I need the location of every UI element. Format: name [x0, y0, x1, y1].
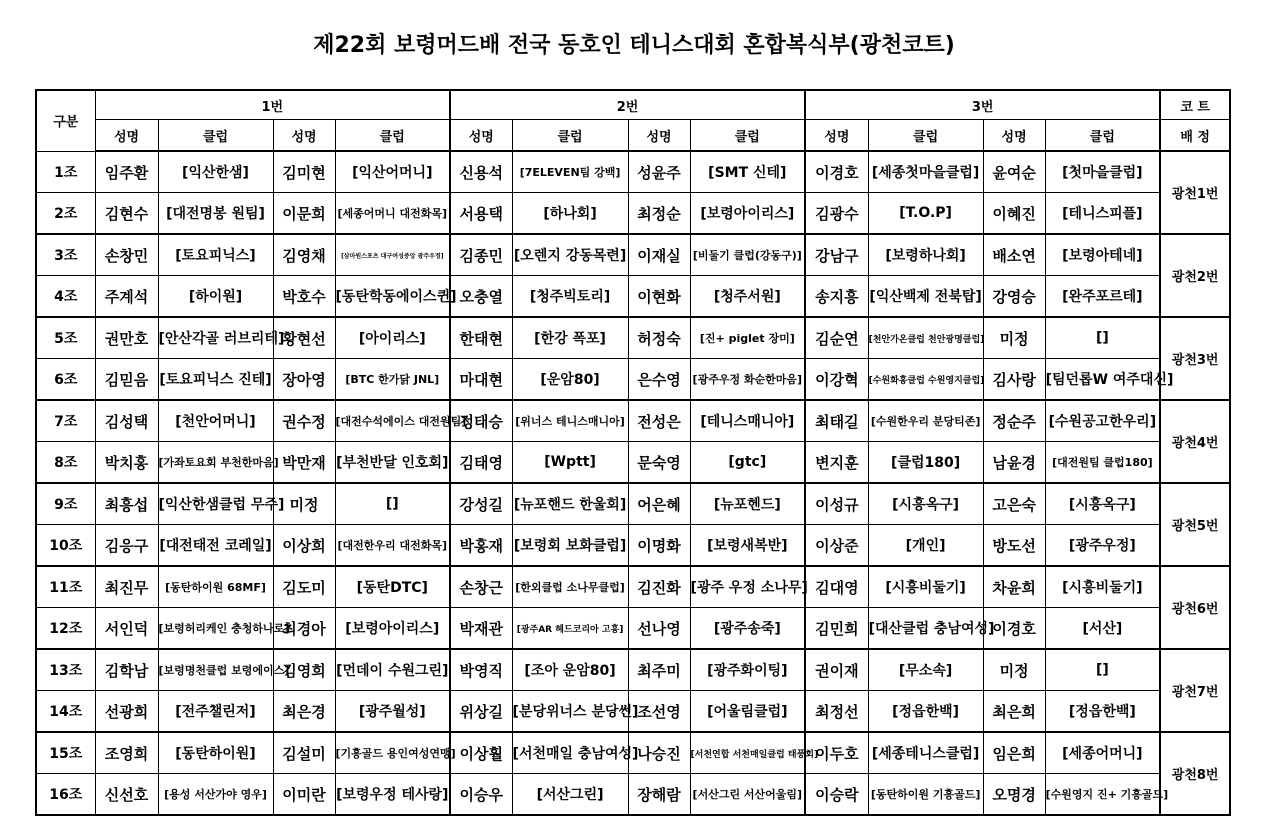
gubun-header: 구분 [36, 90, 95, 151]
team-row [36, 691, 1230, 733]
player-name: 남윤경 [983, 442, 1045, 484]
player-club: [동탄학동에이스퀸] [335, 276, 450, 318]
group-label: 8조 [36, 442, 95, 484]
player-name: 박만재 [273, 442, 335, 484]
player-club: [대전한우리 대전화목] [335, 525, 450, 567]
team-row [36, 608, 1230, 650]
player-name: 임은희 [983, 732, 1045, 774]
player-name: 마대현 [450, 359, 512, 401]
player-name: 이문희 [273, 193, 335, 235]
player-club: [대전태전 코레일] [158, 525, 273, 567]
player-name: 이경호 [983, 608, 1045, 650]
player-club: [비둘기 클럽(강동구)] [690, 234, 805, 276]
player-club: [개인] [868, 525, 983, 567]
name-header: 성명 [95, 120, 158, 152]
group-label: 7조 [36, 400, 95, 442]
player-name: 선광희 [95, 691, 158, 733]
player-club: [보령명천클럽 보령에이스] [158, 649, 273, 691]
player-name: 강영승 [983, 276, 1045, 318]
player-club: [광주AR 헤드코리아 고흥] [512, 608, 628, 650]
player-name: 최주미 [628, 649, 690, 691]
team-row [36, 193, 1230, 235]
player-club: [진+ piglet 장미] [690, 317, 805, 359]
player-club: [광주화이팅] [690, 649, 805, 691]
player-name: 김믿음 [95, 359, 158, 401]
player-club: [세종첫마을클럽] [868, 151, 983, 193]
group-label: 5조 [36, 317, 95, 359]
player-name: 최정선 [805, 691, 868, 733]
player-name: 최정순 [628, 193, 690, 235]
player-club: [대전원팀 클럽180] [1045, 442, 1160, 484]
player-club: [운암80] [512, 359, 628, 401]
group-label: 4조 [36, 276, 95, 318]
player-name: 미정 [273, 483, 335, 525]
player-name: 미정 [983, 649, 1045, 691]
player-club: [서산그린] [512, 774, 628, 816]
player-name: 미정 [983, 317, 1045, 359]
group-label: 16조 [36, 774, 95, 816]
page-title: 제22회 보령머드배 전국 동호인 테니스대회 혼합복식부(광천코트) [313, 33, 955, 58]
player-club: [세종어머니 대전화목] [335, 193, 450, 235]
player-club: [삼마원스포츠 대구여성중앙 광주우정] [335, 234, 450, 276]
header-row-groups [36, 90, 1230, 120]
player-club: [대산클럽 충남여성] [868, 608, 983, 650]
player-name: 송지흥 [805, 276, 868, 318]
player-club: [분당위너스 분당썬] [512, 691, 628, 733]
player-club: [수원공고한우리] [1045, 400, 1160, 442]
player-club: [광주우정] [1045, 525, 1160, 567]
player-name: 김사랑 [983, 359, 1045, 401]
group-label: 6조 [36, 359, 95, 401]
player-name: 이현화 [628, 276, 690, 318]
court-assignment: 광천1번 [1160, 151, 1230, 234]
club-header: 클럽 [158, 120, 273, 152]
club-header: 클럽 [512, 120, 628, 152]
player-club: [gtc] [690, 442, 805, 484]
player-name: 김설미 [273, 732, 335, 774]
player-name: 윤여순 [983, 151, 1045, 193]
player-name: 최경아 [273, 608, 335, 650]
player-name: 김도미 [273, 566, 335, 608]
player-name: 정순주 [983, 400, 1045, 442]
player-club: [시흥옥구] [868, 483, 983, 525]
court-assignment: 광천3번 [1160, 317, 1230, 400]
player-club: [오렌지 강동목련] [512, 234, 628, 276]
team-row [36, 525, 1230, 567]
player-club: [대전수석에이스 대전원팀] [335, 400, 450, 442]
player-club: [시흥비둘기] [868, 566, 983, 608]
player-name: 이미란 [273, 774, 335, 816]
player-name: 김종민 [450, 234, 512, 276]
player-club: [수원화홍클럽 수원영지클럽] [868, 359, 983, 401]
player-name: 김대영 [805, 566, 868, 608]
player-name: 김순연 [805, 317, 868, 359]
player-club: [익산한샘] [158, 151, 273, 193]
player-club: [보령아이리스] [335, 608, 450, 650]
team-row [36, 276, 1230, 318]
bracket-table [35, 89, 1231, 816]
player-club: [아이리스] [335, 317, 450, 359]
team-row [36, 400, 1230, 442]
player-name: 권수정 [273, 400, 335, 442]
player-name: 이명화 [628, 525, 690, 567]
player-name: 최은경 [273, 691, 335, 733]
player-club: [] [1045, 649, 1160, 691]
team-row [36, 483, 1230, 525]
player-club: [광주월성] [335, 691, 450, 733]
player-club: [조아 운암80] [512, 649, 628, 691]
player-club: [시흥비둘기] [1045, 566, 1160, 608]
player-club: [토요피닉스] [158, 234, 273, 276]
player-club: [] [1045, 317, 1160, 359]
player-name: 최진무 [95, 566, 158, 608]
player-club: [토요피닉스 진테] [158, 359, 273, 401]
court-assignment: 광천8번 [1160, 732, 1230, 815]
player-club: [하나회] [512, 193, 628, 235]
name-header: 성명 [273, 120, 335, 152]
player-name: 박치홍 [95, 442, 158, 484]
player-club: [클럽180] [868, 442, 983, 484]
player-club: [첫마을클럽] [1045, 151, 1160, 193]
player-club: [동탄하이원] [158, 732, 273, 774]
player-club: [무소속] [868, 649, 983, 691]
player-name: 신용석 [450, 151, 512, 193]
team-row [36, 566, 1230, 608]
player-name: 허정숙 [628, 317, 690, 359]
player-name: 강성길 [450, 483, 512, 525]
club-header: 클럽 [690, 120, 805, 152]
player-name: 차윤희 [983, 566, 1045, 608]
player-club: [팀던롭W 여주대신] [1045, 359, 1160, 401]
club-header: 클럽 [1045, 120, 1160, 152]
player-club: [한강 폭포] [512, 317, 628, 359]
player-name: 이승락 [805, 774, 868, 816]
player-name: 박홍재 [450, 525, 512, 567]
player-name: 어은혜 [628, 483, 690, 525]
header-row-labels [36, 120, 1230, 152]
player-name: 성윤주 [628, 151, 690, 193]
player-name: 선나영 [628, 608, 690, 650]
player-club: [시흥옥구] [1045, 483, 1160, 525]
team-row [36, 732, 1230, 774]
team-row [36, 649, 1230, 691]
player-name: 손창민 [95, 234, 158, 276]
player-club: [기흥골드 용인여성연맹] [335, 732, 450, 774]
player-club: [광주우정 화순한마음] [690, 359, 805, 401]
court-assignment: 광천4번 [1160, 400, 1230, 483]
player-name: 서인덕 [95, 608, 158, 650]
player-club: [7ELEVEN팀 강백] [512, 151, 628, 193]
club-header: 클럽 [335, 120, 450, 152]
player-club: [정읍한백] [1045, 691, 1160, 733]
player-club: [천안어머니] [158, 400, 273, 442]
player-club: [전주챌린저] [158, 691, 273, 733]
player-name: 김영채 [273, 234, 335, 276]
player-club: [용성 서산가야 영우] [158, 774, 273, 816]
player-name: 최흥섭 [95, 483, 158, 525]
player-club: [] [335, 483, 450, 525]
player-club: [세종테니스클럽] [868, 732, 983, 774]
name-header: 성명 [983, 120, 1045, 152]
court-assignment: 광천2번 [1160, 234, 1230, 317]
player-club: [하이원] [158, 276, 273, 318]
group-header-1: 1번 [95, 90, 450, 120]
player-name: 장아영 [273, 359, 335, 401]
player-name: 김민희 [805, 608, 868, 650]
team-row [36, 774, 1230, 816]
player-club: [대전명봉 원팀] [158, 193, 273, 235]
player-club: [SMT 신테] [690, 151, 805, 193]
team-row [36, 317, 1230, 359]
player-club: [동탄DTC] [335, 566, 450, 608]
player-name: 김현수 [95, 193, 158, 235]
group-label: 3조 [36, 234, 95, 276]
player-name: 김영희 [273, 649, 335, 691]
player-name: 오충열 [450, 276, 512, 318]
player-club: [보령새복반] [690, 525, 805, 567]
player-club: [보령회 보화클럽] [512, 525, 628, 567]
team-row [36, 234, 1230, 276]
player-name: 오명경 [983, 774, 1045, 816]
player-name: 강남구 [805, 234, 868, 276]
group-label: 12조 [36, 608, 95, 650]
group-label: 2조 [36, 193, 95, 235]
group-header-2: 2번 [450, 90, 805, 120]
player-name: 변지훈 [805, 442, 868, 484]
player-club: [먼데이 수원그린] [335, 649, 450, 691]
player-name: 한태현 [450, 317, 512, 359]
player-name: 이승우 [450, 774, 512, 816]
player-club: [수원영지 진+ 기흥골드] [1045, 774, 1160, 816]
player-club: [T.O.P] [868, 193, 983, 235]
name-header: 성명 [628, 120, 690, 152]
player-name: 고은숙 [983, 483, 1045, 525]
player-name: 이재실 [628, 234, 690, 276]
player-name: 장해람 [628, 774, 690, 816]
player-name: 정태승 [450, 400, 512, 442]
player-club: [테니스매니아] [690, 400, 805, 442]
player-club: [테니스피플] [1045, 193, 1160, 235]
player-club: [광주송죽] [690, 608, 805, 650]
group-label: 9조 [36, 483, 95, 525]
player-name: 이두호 [805, 732, 868, 774]
player-name: 김성택 [95, 400, 158, 442]
player-name: 김학남 [95, 649, 158, 691]
team-row [36, 442, 1230, 484]
player-name: 나승진 [628, 732, 690, 774]
player-name: 황현선 [273, 317, 335, 359]
team-row [36, 359, 1230, 401]
player-club: [청주빅토리] [512, 276, 628, 318]
player-name: 박호수 [273, 276, 335, 318]
player-name: 김응구 [95, 525, 158, 567]
player-club: [서천연합 서천매일클럽 태풍회] [690, 732, 805, 774]
player-name: 문숙영 [628, 442, 690, 484]
name-header: 성명 [805, 120, 868, 152]
group-label: 15조 [36, 732, 95, 774]
player-club: [서산그린 서산어울림] [690, 774, 805, 816]
player-club: [수원한우리 분당티존] [868, 400, 983, 442]
player-name: 김광수 [805, 193, 868, 235]
player-club: [익산백제 전북탑] [868, 276, 983, 318]
player-name: 이상준 [805, 525, 868, 567]
player-club: [정읍한백] [868, 691, 983, 733]
player-name: 배소연 [983, 234, 1045, 276]
player-club: [보령우정 테사랑] [335, 774, 450, 816]
player-club: [보령허리케인 충청하나로] [158, 608, 273, 650]
player-name: 최태길 [805, 400, 868, 442]
bracket-body [36, 90, 1230, 815]
player-club: [천안가온클럽 천안광명클럽] [868, 317, 983, 359]
player-name: 최은희 [983, 691, 1045, 733]
player-name: 위상길 [450, 691, 512, 733]
player-club: [익산한샘클럽 무주] [158, 483, 273, 525]
group-header-3: 3번 [805, 90, 1160, 120]
player-name: 이상훨 [450, 732, 512, 774]
player-name: 김진화 [628, 566, 690, 608]
player-name: 권만호 [95, 317, 158, 359]
player-name: 방도선 [983, 525, 1045, 567]
group-label: 14조 [36, 691, 95, 733]
court-assignment: 광천7번 [1160, 649, 1230, 732]
player-club: [가좌토요회 부천한마음] [158, 442, 273, 484]
player-name: 조영희 [95, 732, 158, 774]
player-club: [Wptt] [512, 442, 628, 484]
player-club: [서천매일 충남여성] [512, 732, 628, 774]
player-club: [보령아테네] [1045, 234, 1160, 276]
player-name: 이혜진 [983, 193, 1045, 235]
player-name: 박재관 [450, 608, 512, 650]
group-label: 1조 [36, 151, 95, 193]
player-name: 전성은 [628, 400, 690, 442]
player-club: [위너스 테니스매니아] [512, 400, 628, 442]
player-club: [익산어머니] [335, 151, 450, 193]
player-club: [안산각골 러브리테] [158, 317, 273, 359]
player-club: [뉴포핸드 한울회] [512, 483, 628, 525]
player-club: [청주서원] [690, 276, 805, 318]
player-name: 김태영 [450, 442, 512, 484]
player-club: [서산] [1045, 608, 1160, 650]
player-name: 이성규 [805, 483, 868, 525]
player-club: [BTC 한가닭 JNL] [335, 359, 450, 401]
player-club: [한외클럽 소나무클럽] [512, 566, 628, 608]
player-name: 조선영 [628, 691, 690, 733]
court-header-bottom: 배 정 [1160, 120, 1230, 152]
court-assignment: 광천6번 [1160, 566, 1230, 649]
player-name: 손창근 [450, 566, 512, 608]
team-row [36, 151, 1230, 193]
court-header-top: 코 트 [1160, 90, 1230, 120]
club-header: 클럽 [868, 120, 983, 152]
player-name: 이강혁 [805, 359, 868, 401]
player-club: [뉴포헨드] [690, 483, 805, 525]
player-club: [동탄하이원 68MF] [158, 566, 273, 608]
player-name: 이상희 [273, 525, 335, 567]
player-name: 이경호 [805, 151, 868, 193]
player-name: 주계석 [95, 276, 158, 318]
player-name: 서용택 [450, 193, 512, 235]
group-label: 11조 [36, 566, 95, 608]
player-name: 권이재 [805, 649, 868, 691]
player-name: 김미현 [273, 151, 335, 193]
player-club: [보령아이리스] [690, 193, 805, 235]
player-club: [세종어머니] [1045, 732, 1160, 774]
player-club: [동탄하이원 기흥골드] [868, 774, 983, 816]
player-club: [어울림클럽] [690, 691, 805, 733]
group-label: 13조 [36, 649, 95, 691]
court-assignment: 광천5번 [1160, 483, 1230, 566]
player-name: 은수영 [628, 359, 690, 401]
name-header: 성명 [450, 120, 512, 152]
group-label: 10조 [36, 525, 95, 567]
player-club: [보령하나회] [868, 234, 983, 276]
player-name: 신선호 [95, 774, 158, 816]
player-club: [광주 우정 소나무] [690, 566, 805, 608]
player-club: [완주포르테] [1045, 276, 1160, 318]
player-name: 임주환 [95, 151, 158, 193]
player-name: 박영직 [450, 649, 512, 691]
player-club: [부천반달 인호회] [335, 442, 450, 484]
